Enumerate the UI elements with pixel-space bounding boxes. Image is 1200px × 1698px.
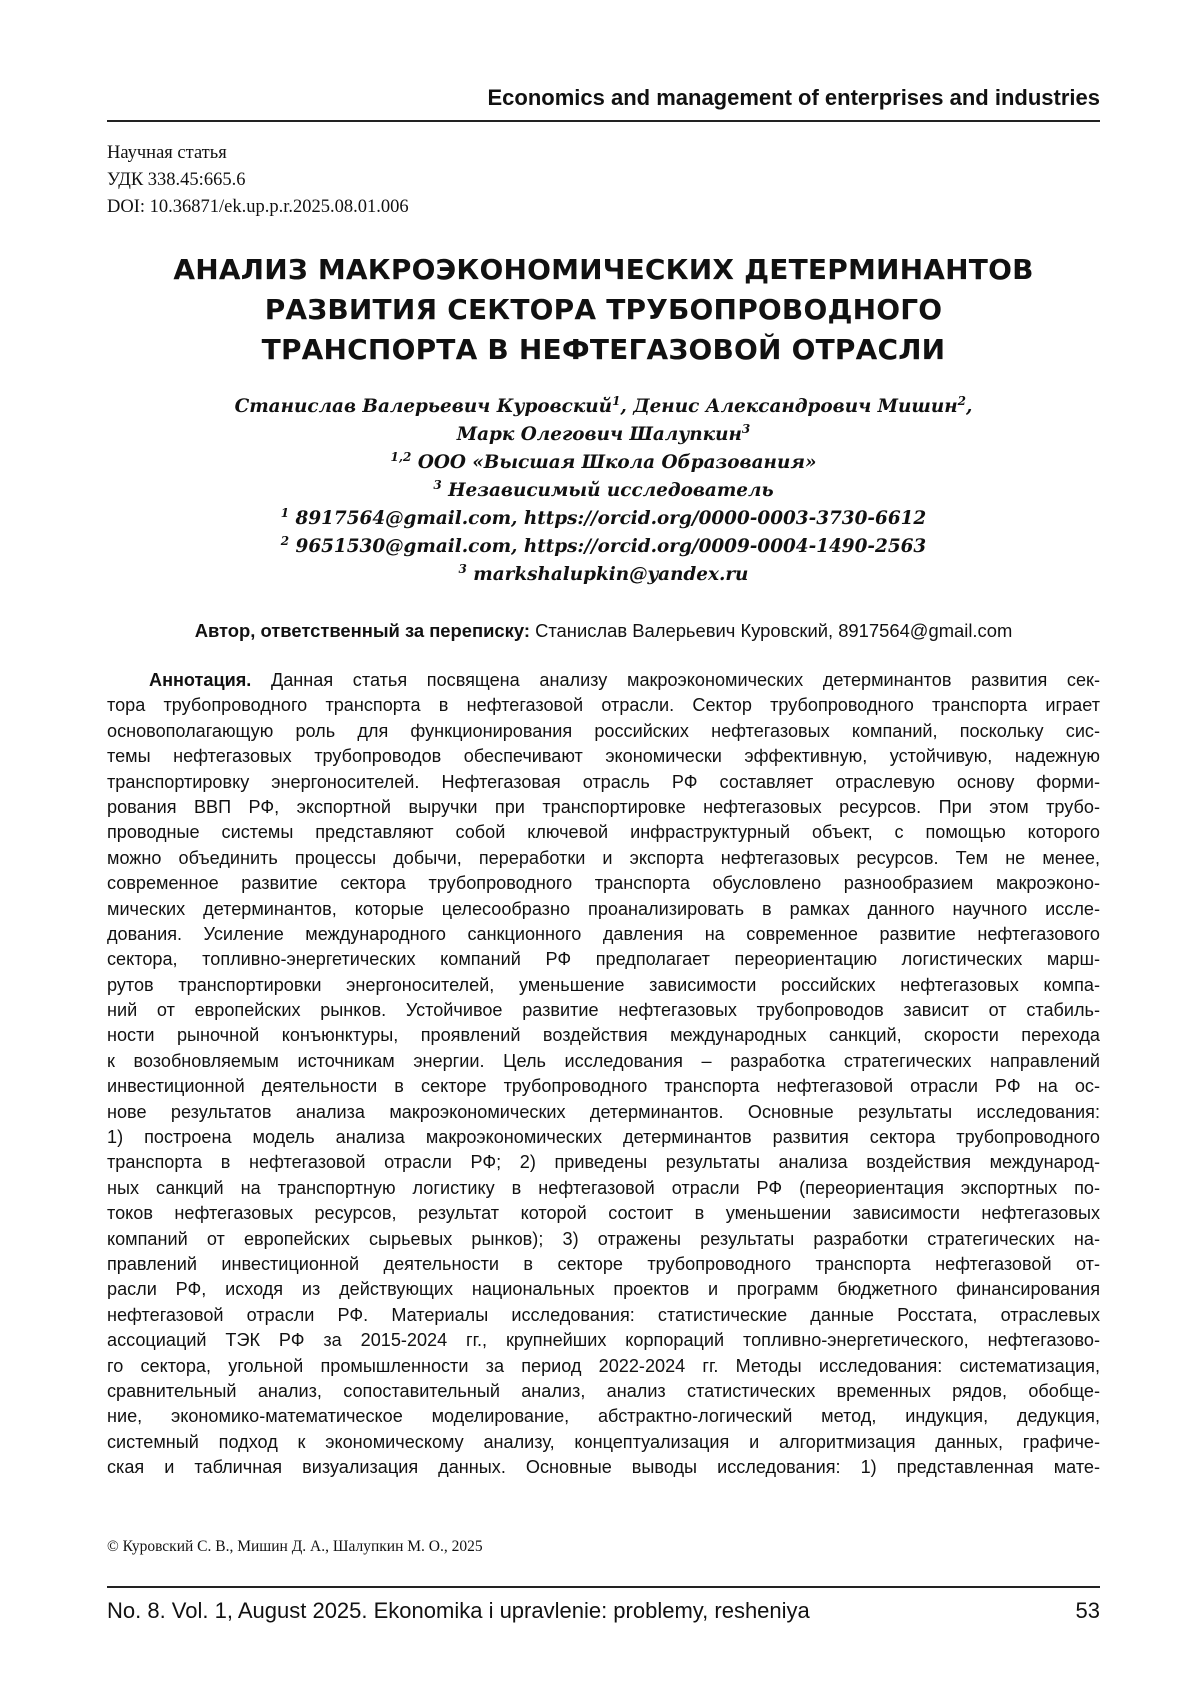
contact-sup: 1: [280, 506, 290, 520]
abstract-line: рования ВВП РФ, экспортной выручки при транспортировке нефтегазовых ресурсов. При этом трубо-: [107, 796, 1100, 817]
abstract-line: расли РФ, исходя из действующих национальных проектов и программ бюджетного финансирования: [107, 1279, 1100, 1300]
authors-line-2: [107, 421, 1100, 449]
abstract-line: тора трубопроводного транспорта в нефтегазовой отрасли. Сектор трубопроводного транспорта играет: [107, 695, 1100, 716]
contact-text[interactable]: 8917564@gmail.com, https://orcid.org/0000-0003-3730-6612: [289, 508, 927, 529]
abstract-line: нове результатов анализа макроэкономических детерминантов. Основные результаты исследования:: [107, 1101, 1100, 1122]
abstract-line: ности рыночной конъюнктуры, проявлений воздействия международных санкций, скорости перехода: [107, 1025, 1100, 1046]
issue-info: No. 8. Vol. 1, August 2025. Ekonomika i upravlenie: problemy, resheniya: [107, 1598, 810, 1623]
abstract-line: темы нефтегазовых трубопроводов обеспечивают экономически эффективную, устойчивую, надежную: [107, 746, 1100, 767]
contact-text[interactable]: 9651530@gmail.com, https://orcid.org/0009-0004-1490-2563: [289, 536, 927, 557]
author-separator: ,: [620, 396, 634, 417]
abstract-line: сектора, топливно-энергетических компаний РФ предполагает переориентацию логистических марш-: [107, 949, 1100, 970]
corresponding-value: Станислав Валерьевич Куровский, 8917564@gmail.com: [529, 620, 1013, 641]
abstract-line: ние, экономико-математическое моделирование, абстрактно-логический метод, индукция, дедукция,: [107, 1406, 1100, 1427]
abstract-line: компаний от европейских сырьевых рынков); 3) отражены результаты разработки стратегических на-: [107, 1228, 1100, 1249]
abstract-line: мических детерминантов, которые целесообразно проанализировать в рамках данного научного иссле-: [107, 898, 1100, 919]
abstract-line: правлений инвестиционной деятельности в секторе трубопроводного транспорта нефтегазовой от-: [107, 1253, 1100, 1274]
abstract-line: проводные системы представляют собой ключевой инфраструктурный объект, с помощью которого: [107, 822, 1100, 843]
title-line: АНАЛИЗ МАКРОЭКОНОМИЧЕСКИХ ДЕТЕРМИНАНТОВ: [173, 253, 1034, 286]
contact-line: [107, 505, 1100, 533]
author-separator: ,: [966, 396, 973, 417]
abstract-label: Аннотация.: [149, 670, 252, 690]
abstract: [107, 668, 1100, 1481]
abstract-line: системный подход к экономическому анализу, концептуализация и алгоритмизация данных, графиче-: [107, 1431, 1100, 1452]
abstract-line: нефтегазовой отрасли РФ. Материалы исследования: статистические данные Росстата, отраслевых: [107, 1304, 1100, 1325]
contact-sup: 3: [458, 562, 467, 576]
abstract-line: рутов транспортировки энергоносителей, уменьшение зависимости российских нефтегазовых компа-: [107, 974, 1100, 995]
contact-line: [107, 561, 1100, 589]
abstract-line: токов нефтегазовых ресурсов, результат которой состоит в уменьшении зависимости нефтегазовых: [107, 1203, 1100, 1224]
authors-block: [107, 393, 1100, 589]
abstract-line: основополагающую роль для функционирования российских нефтегазовых компаний, поскольку сис-: [107, 720, 1100, 741]
affiliation: [107, 449, 1100, 477]
author-sup: 2: [957, 394, 967, 408]
contact-sup: 2: [280, 534, 290, 548]
abstract-line: ных санкций на транспортную логистику в нефтегазовой отрасли РФ (переориентация экспортных по-: [107, 1177, 1100, 1198]
affiliation-text: Независимый исследователь: [441, 480, 774, 501]
title-line: ТРАНСПОРТА В НЕФТЕГАЗОВОЙ ОТРАСЛИ: [261, 333, 946, 366]
abstract-line: инвестиционной деятельности в секторе трубопроводного транспорта нефтегазовой отрасли РФ на ос-: [107, 1076, 1100, 1097]
footer-rule: [107, 1586, 1100, 1588]
header-rule: [107, 120, 1100, 122]
author-name: Марк Олегович Шалупкин: [456, 424, 742, 445]
corresponding-author: [107, 618, 1100, 644]
abstract-line: к возобновляемым источникам энергии. Цель исследования – разработка стратегических направлений: [107, 1050, 1100, 1071]
article-type: Научная статья: [107, 143, 227, 163]
abstract-line: го сектора, угольной промышленности за период 2022-2024 гг. Методы исследования: систематизация,: [107, 1355, 1100, 1376]
page-number: 53: [1075, 1598, 1100, 1623]
running-head: Economics and management of enterprises and industries: [487, 85, 1100, 110]
affiliation-sup: 3: [433, 478, 442, 492]
author-sup: 1: [612, 394, 621, 408]
authors-line-1: [107, 393, 1100, 421]
abstract-first-line-text: Данная статья посвящена анализу макроэкономических детерминантов развития сек-: [251, 670, 1100, 690]
author-name: Станислав Валерьевич Куровский: [234, 396, 613, 417]
doi[interactable]: DOI: 10.36871/ek.up.p.r.2025.08.01.006: [107, 197, 409, 217]
author-sup: 3: [741, 422, 751, 436]
article-meta: [107, 140, 807, 221]
abstract-line: [107, 668, 1100, 693]
abstract-line: можно объединить процессы добычи, переработки и экспорта нефтегазовых ресурсов. Тем не менее,: [107, 847, 1100, 868]
abstract-line: ний от европейских рынков. Устойчивое развитие нефтегазовых трубопроводов зависит от стабиль-: [107, 1000, 1100, 1021]
affiliation-text: ООО «Высшая Школа Образования»: [411, 452, 817, 473]
abstract-line: современное развитие сектора трубопроводного транспорта обусловлено разнообразием макроэконо-: [107, 873, 1100, 894]
affiliation-sup: 1,2: [390, 450, 412, 464]
abstract-line: 1) построена модель анализа макроэкономических детерминантов развития сектора трубопроводного: [107, 1127, 1100, 1148]
title-line: РАЗВИТИЯ СЕКТОРА ТРУБОПРОВОДНОГО: [264, 293, 943, 326]
contact-text[interactable]: markshalupkin@yandex.ru: [466, 564, 749, 585]
abstract-line: транспорта в нефтегазовой отрасли РФ; 2) приведены результаты анализа воздействия международ-: [107, 1152, 1100, 1173]
contact-line: [107, 533, 1100, 561]
copyright: © Куровский С. В., Мишин Д. А., Шалупкин М. О., 2025: [107, 1538, 483, 1555]
article-title: [107, 250, 1100, 370]
abstract-line: сравнительный анализ, сопоставительный анализ, анализ статистических временных рядов, обобще-: [107, 1380, 1100, 1401]
corresponding-label: Автор, ответственный за переписку:: [194, 620, 530, 641]
affiliation: [107, 477, 1100, 505]
abstract-line: ассоциаций ТЭК РФ за 2015-2024 гг., крупнейших корпораций топливно-энергетического, нефтегазово-: [107, 1330, 1100, 1351]
author-name: Денис Александрович Мишин: [633, 396, 958, 417]
abstract-line: ская и табличная визуализация данных. Основные выводы исследования: 1) представленная мате-: [107, 1457, 1100, 1478]
abstract-line: дования. Усиление международного санкционного давления на современное развитие нефтегазового: [107, 923, 1100, 944]
abstract-line: транспортировку энергоносителей. Нефтегазовая отрасль РФ составляет отраслевую основу форми-: [107, 771, 1100, 792]
udk-code: УДК 338.45:665.6: [107, 170, 246, 190]
